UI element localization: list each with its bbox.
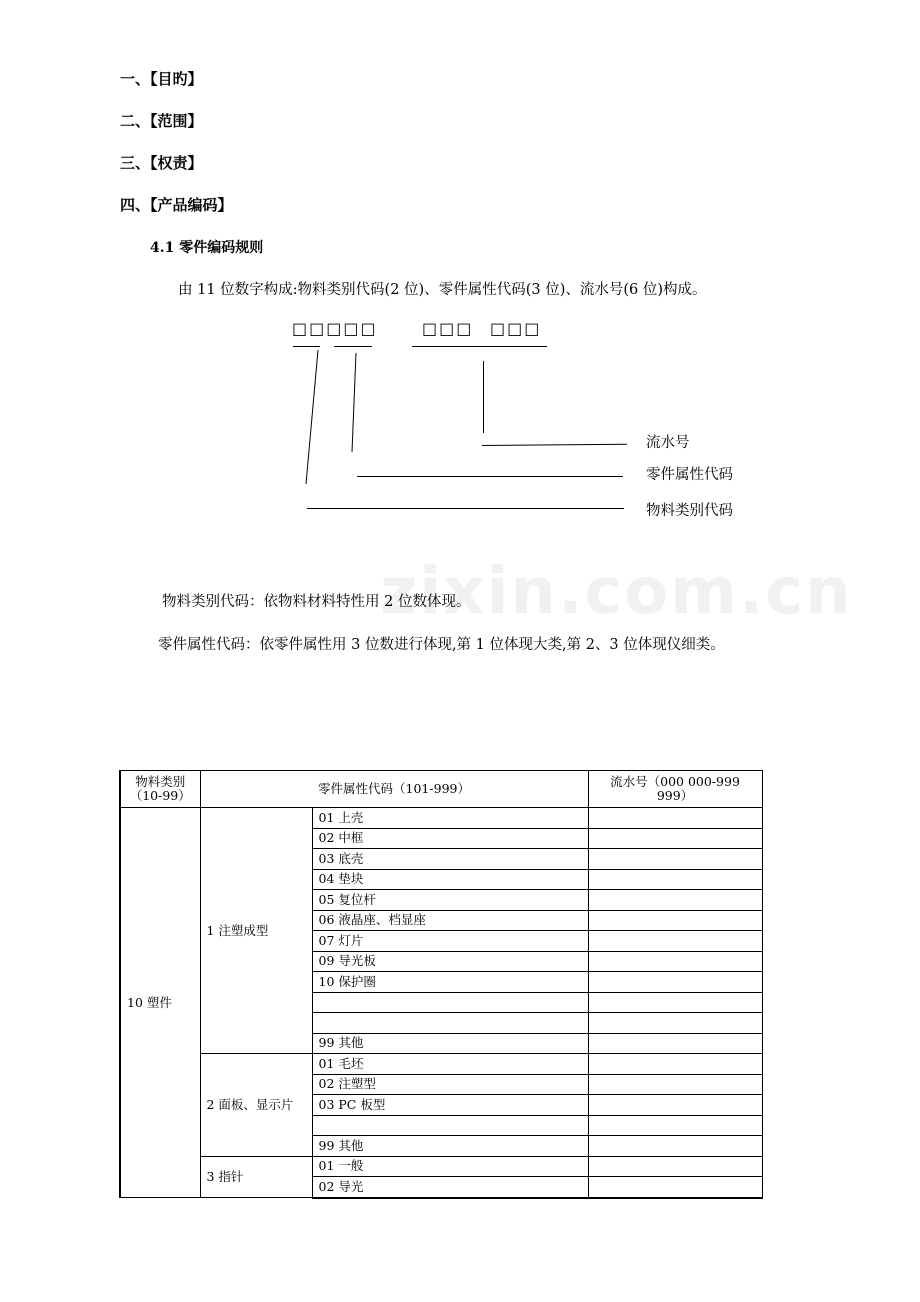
- item-cell: [312, 1115, 588, 1136]
- item-cell: [312, 1013, 588, 1034]
- item-cell: [312, 992, 588, 1013]
- serial-cell: [588, 828, 762, 849]
- item-cell: 04 垫块: [312, 869, 588, 890]
- item-cell: 01 毛坯: [312, 1054, 588, 1075]
- serial-cell: [588, 808, 762, 829]
- material-cell: 10 塑件: [120, 808, 200, 1198]
- serial-cell: [588, 951, 762, 972]
- section-scope: 二、【范围】: [120, 112, 203, 130]
- subsection-title: 4.1 零件编码规则: [150, 240, 264, 256]
- section-purpose: 一、【目旳】: [120, 70, 203, 88]
- item-cell: 02 注塑型: [312, 1074, 588, 1095]
- table-row: [120, 808, 762, 829]
- serial-cell: [588, 1013, 762, 1034]
- group-cell: 1 注塑成型: [200, 808, 312, 1054]
- item-cell: 02 导光: [312, 1177, 588, 1198]
- item-cell: 02 中框: [312, 828, 588, 849]
- serial-cell: [588, 869, 762, 890]
- table-row: [120, 1156, 762, 1177]
- label-serial-number: 流水号: [646, 435, 690, 451]
- item-cell: 03 PC 板型: [312, 1095, 588, 1116]
- material-code-description: 物料类别代码：依物料材料特性用 2 位数体现。: [162, 594, 471, 610]
- part-leader: [357, 476, 623, 477]
- serial-cell: [588, 1054, 762, 1075]
- serial-cell: [588, 910, 762, 931]
- item-cell: 03 底壳: [312, 849, 588, 870]
- serial-cell: [588, 931, 762, 952]
- header-serial-number: 流水号（000 000-999 999）: [588, 771, 762, 808]
- material-underline: [293, 346, 320, 347]
- serial-boxes-1: □□□: [422, 319, 474, 338]
- coding-table: [119, 770, 763, 1199]
- material-part-boxes: □□□□□: [292, 319, 378, 338]
- material-leader: [307, 508, 624, 509]
- item-cell: 10 保护圈: [312, 972, 588, 993]
- serial-cell: [588, 1095, 762, 1116]
- serial-cell: [588, 992, 762, 1013]
- intro-paragraph: 由 11 位数字构成:物料类别代码(2 位)、零件属性代码(3 位)、流水号(6 位)构成。: [178, 282, 707, 298]
- watermark: zixin.com.cn: [380, 555, 853, 629]
- item-cell: 99 其他: [312, 1033, 588, 1054]
- serial-cell: [588, 1156, 762, 1177]
- part-code-description: 零件属性代码：依零件属性用 3 位数进行体现,第 1 位体现大类,第 2、3 位体现仪细类。: [158, 637, 725, 653]
- serial-cell: [588, 849, 762, 870]
- item-cell: 01 上壳: [312, 808, 588, 829]
- table-row: [120, 1054, 762, 1075]
- serial-cell: [588, 1177, 762, 1198]
- serial-underline: [412, 346, 547, 347]
- serial-cell: [588, 1136, 762, 1157]
- item-cell: 99 其他: [312, 1136, 588, 1157]
- serial-cell: [588, 1115, 762, 1136]
- label-material-category-code: 物料类别代码: [646, 503, 733, 519]
- header-material-category: 物料类别（10-99）: [120, 771, 200, 808]
- header-part-attribute-code: 零件属性代码（101-999）: [200, 771, 588, 808]
- serial-cell: [588, 972, 762, 993]
- serial-cell: [588, 890, 762, 911]
- serial-leader: [482, 444, 627, 446]
- table-header-row: [120, 771, 762, 808]
- section-product-coding: 四、【产品编码】: [120, 196, 233, 214]
- group-cell: 3 指针: [200, 1156, 312, 1198]
- group-cell: 2 面板、显示片: [200, 1054, 312, 1157]
- section-responsibility: 三、【权责】: [120, 154, 203, 172]
- item-cell: 07 灯片: [312, 931, 588, 952]
- connector-lines: [290, 350, 370, 490]
- item-cell: 09 导光板: [312, 951, 588, 972]
- item-cell: 05 复位杆: [312, 890, 588, 911]
- item-cell: 01 一般: [312, 1156, 588, 1177]
- part-underline: [334, 346, 372, 347]
- serial-boxes-2: □□□: [490, 319, 542, 338]
- label-part-attribute-code: 零件属性代码: [646, 467, 733, 483]
- serial-connector: [483, 361, 484, 433]
- serial-cell: [588, 1074, 762, 1095]
- serial-cell: [588, 1033, 762, 1054]
- item-cell: 06 液晶座、档显座: [312, 910, 588, 931]
